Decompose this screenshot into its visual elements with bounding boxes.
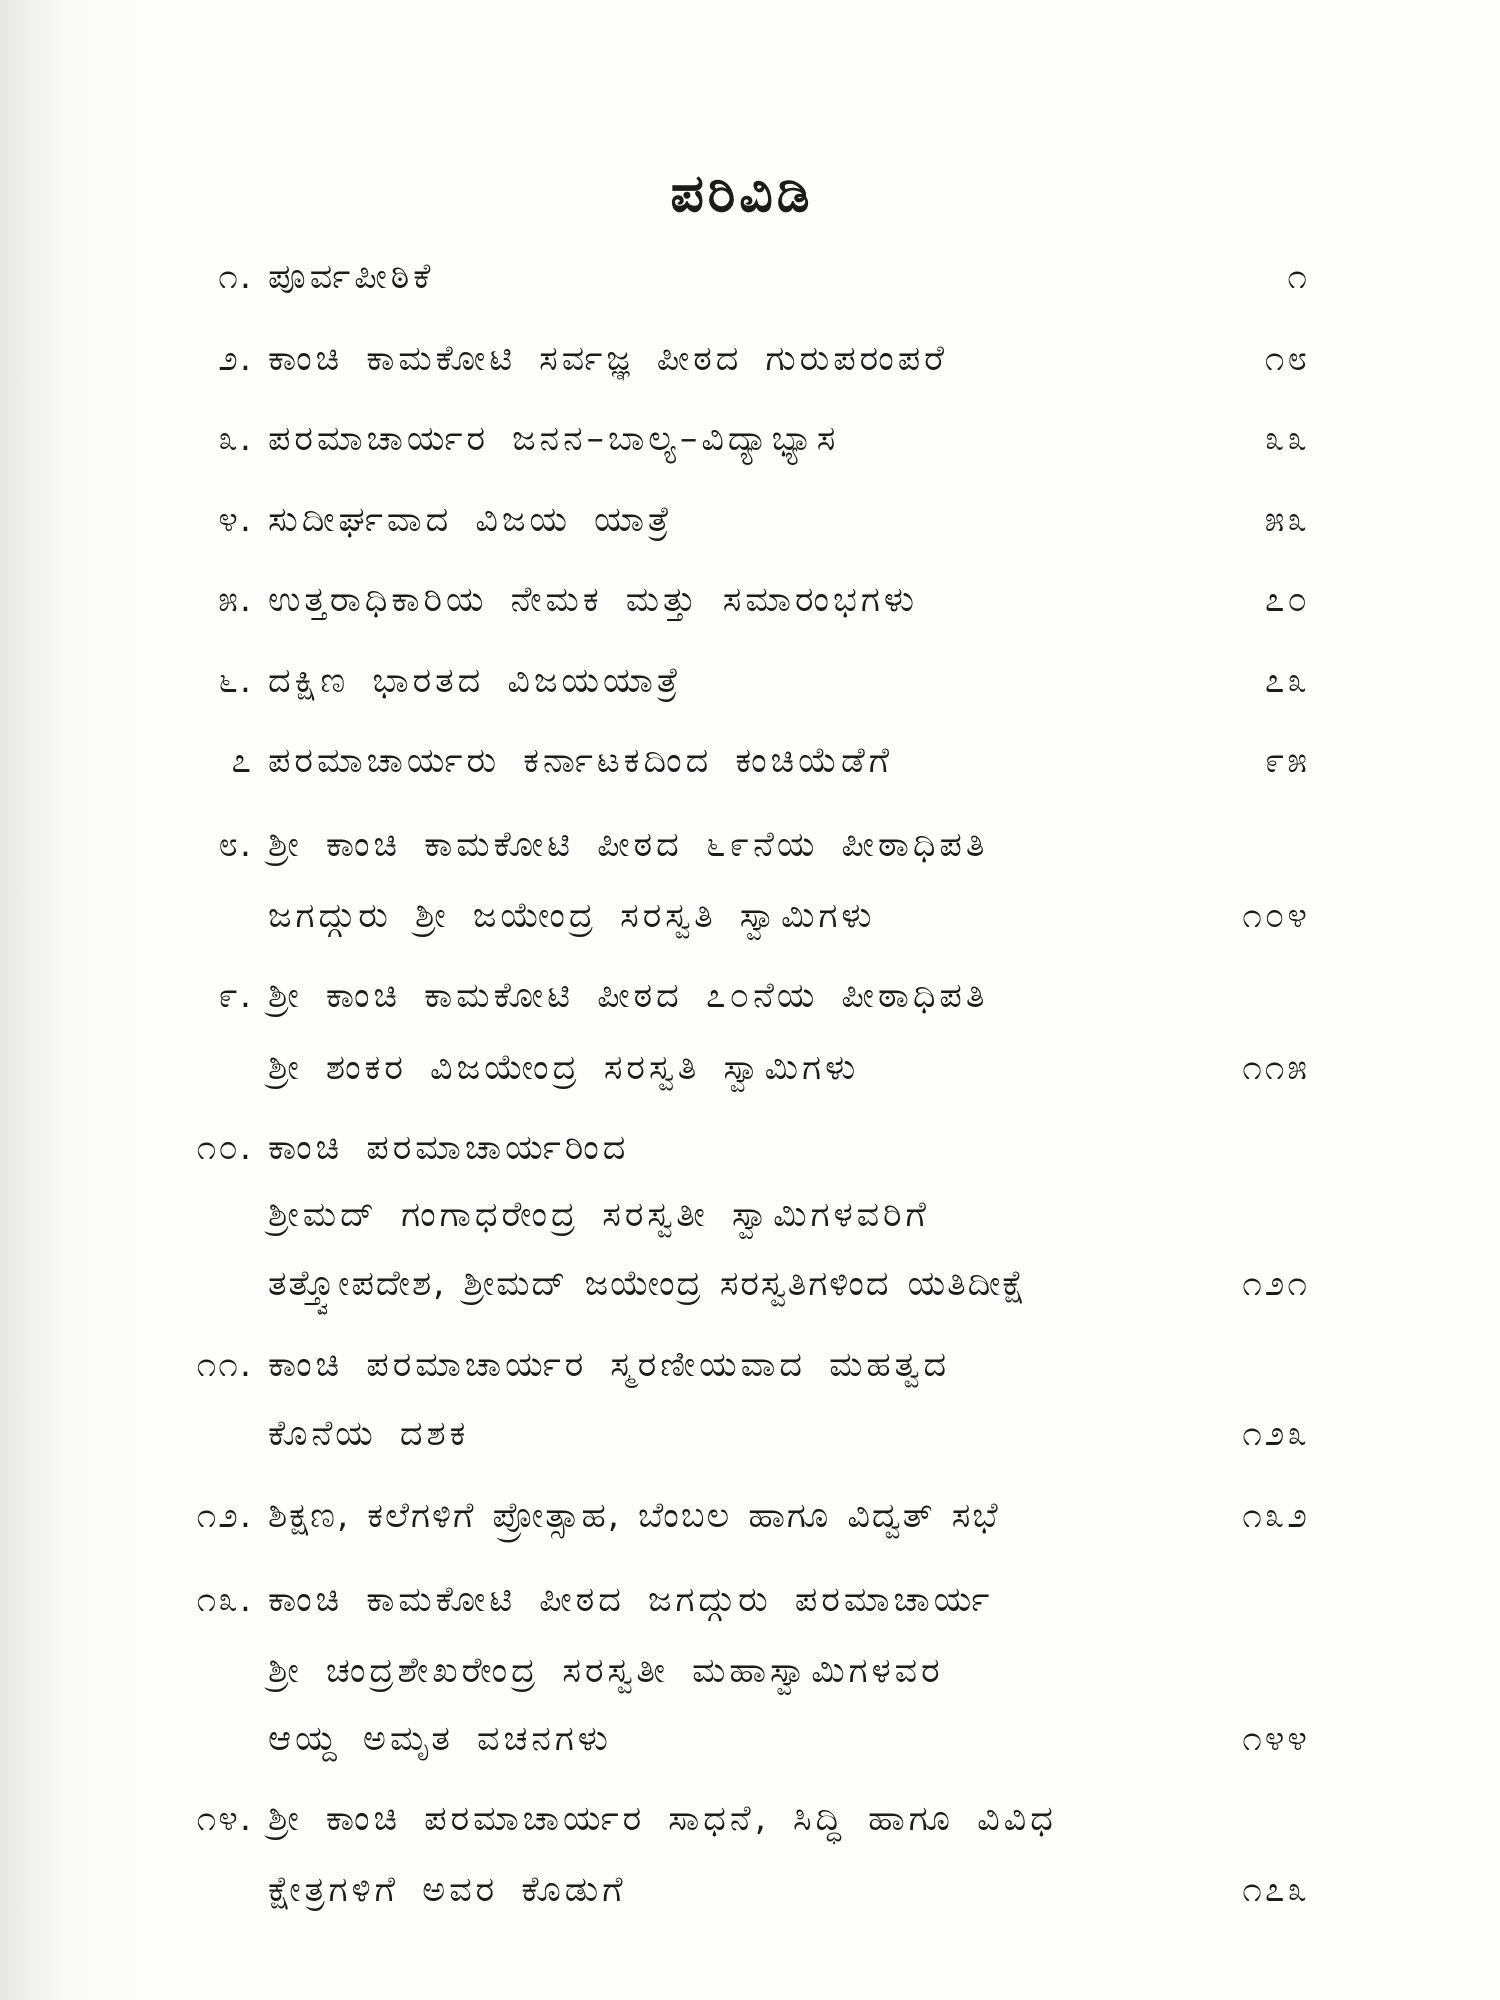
entry-page-number: ೫೩ bbox=[1264, 500, 1310, 540]
entry-number: ೫. bbox=[218, 580, 253, 620]
entry-title-line: ಶ್ರೀ ಕಾಂಚಿ ಪರಮಾಚಾರ್ಯರ ಸಾಧನೆ, ಸಿದ್ಧಿ ಹಾಗೂ ವಿವಿಧ bbox=[268, 1799, 1057, 1839]
entry-title-line: ಕಾಂಚಿ ಪರಮಾಚಾರ್ಯರ ಸ್ಮರಣೀಯವಾದ ಮಹತ್ವದ bbox=[268, 1345, 951, 1385]
entry-page-number: ೯೫ bbox=[1264, 741, 1310, 781]
entry-page-number: ೭೦ bbox=[1264, 580, 1310, 620]
entry-number: ೧೦. bbox=[196, 1128, 253, 1168]
entry-title-line: ಪರಮಾಚಾರ್ಯರು ಕರ್ನಾಟಕದಿಂದ ಕಂಚಿಯೆಡೆಗೆ bbox=[268, 741, 894, 781]
entry-number: ೧೪. bbox=[196, 1799, 253, 1839]
entry-number: ೯. bbox=[218, 976, 253, 1016]
entry-title-line: ಶ್ರೀ ಚಂದ್ರಶೇಖರೇಂದ್ರ ಸರಸ್ವತೀ ಮಹಾಸ್ವಾಮಿಗಳವರ bbox=[268, 1651, 944, 1691]
entry-page-number: ೧೭೩ bbox=[1242, 1870, 1310, 1910]
entry-number: ೪. bbox=[218, 500, 253, 540]
entry-title-line: ಕೊನೆಯ ದಶಕ bbox=[268, 1414, 470, 1454]
entry-page-number: ೧೨೧ bbox=[1242, 1264, 1310, 1304]
entry-title-line: ಉತ್ತರಾಧಿಕಾರಿಯ ನೇಮಕ ಮತ್ತು ಸಮಾರಂಭಗಳು bbox=[268, 580, 918, 620]
entry-title-line: ಶ್ರೀ ಶಂಕರ ವಿಜಯೇಂದ್ರ ಸರಸ್ವತಿ ಸ್ವಾಮಿಗಳು bbox=[268, 1048, 860, 1088]
entry-title-line: ಕಾಂಚಿ ಪರಮಾಚಾರ್ಯರಿಂದ bbox=[268, 1128, 630, 1168]
entry-number: ೭ bbox=[231, 741, 253, 781]
page-title: ಪರಿವಿಡಿ bbox=[670, 164, 814, 224]
entry-number: ೮. bbox=[218, 825, 253, 865]
entry-number: ೧೩. bbox=[196, 1580, 253, 1620]
entry-number: ೨. bbox=[218, 339, 253, 379]
entry-page-number: ೧೪೪ bbox=[1242, 1719, 1310, 1759]
entry-title-line: ಕಾಂಚಿ ಕಾಮಕೋಟಿ ಸರ್ವಜ್ಞ ಪೀಠದ ಗುರುಪರಂಪರೆ bbox=[268, 339, 949, 379]
entry-number: ೩. bbox=[218, 419, 253, 459]
entry-title-line: ಶಿಕ್ಷಣ, ಕಲೆಗಳಿಗೆ ಪ್ರೋತ್ಸಾಹ, ಬೆಂಬಲ ಹಾಗೂ ವಿದ್ವತ್ ಸಭೆ bbox=[268, 1496, 1000, 1536]
entry-title-line: ಶ್ರೀ ಕಾಂಚಿ ಕಾಮಕೋಟಿ ಪೀಠದ ೬೯ನೆಯ ಪೀಠಾಧಿಪತಿ bbox=[268, 825, 989, 865]
entry-title-line: ಶ್ರೀಮದ್ ಗಂಗಾಧರೇಂದ್ರ ಸರಸ್ವತೀ ಸ್ವಾಮಿಗಳವರಿಗೆ bbox=[268, 1195, 930, 1235]
entry-title-line: ಶ್ರೀ ಕಾಂಚಿ ಕಾಮಕೋಟಿ ಪೀಠದ ೭೦ನೆಯ ಪೀಠಾಧಿಪತಿ bbox=[268, 976, 989, 1016]
entry-page-number: ೭೩ bbox=[1264, 661, 1310, 701]
entry-page-number: ೩೩ bbox=[1264, 419, 1310, 459]
entry-title-line: ಆಯ್ದ ಅಮೃತ ವಚನಗಳು bbox=[268, 1719, 612, 1759]
entry-title-line: ಸುದೀರ್ಘವಾದ ವಿಜಯ ಯಾತ್ರೆ bbox=[268, 500, 674, 540]
entry-title-line: ಜಗದ್ಗುರು ಶ್ರೀ ಜಯೇಂದ್ರ ಸರಸ್ವತಿ ಸ್ವಾಮಿಗಳು bbox=[268, 896, 876, 936]
entry-title-line: ಕಾಂಚಿ ಕಾಮಕೋಟಿ ಪೀಠದ ಜಗದ್ಗುರು ಪರಮಾಚಾರ್ಯ bbox=[268, 1580, 994, 1620]
entry-page-number: ೧೨೩ bbox=[1242, 1414, 1310, 1454]
entry-page-number: ೧ bbox=[1287, 257, 1310, 297]
entry-page-number: ೧೮ bbox=[1264, 339, 1310, 379]
entry-number: ೧. bbox=[218, 257, 253, 297]
entry-title-line: ಪೂರ್ವಪೀಠಿಕೆ bbox=[268, 257, 435, 297]
entry-page-number: ೧೦೪ bbox=[1242, 896, 1310, 936]
entry-number: ೧೨. bbox=[196, 1496, 253, 1536]
entry-title-line: ಪರಮಾಚಾರ್ಯರ ಜನನ–ಬಾಲ್ಯ–ವಿದ್ಯಾಭ್ಯಾಸ bbox=[268, 419, 840, 459]
entry-number: ೬. bbox=[218, 661, 253, 701]
entry-title-line: ಕ್ಷೇತ್ರಗಳಿಗೆ ಅವರ ಕೊಡುಗೆ bbox=[268, 1870, 627, 1910]
entry-number: ೧೧. bbox=[196, 1345, 253, 1385]
entry-title-line: ತತ್ತ್ವೋಪದೇಶ, ಶ್ರೀಮದ್ ಜಯೇಂದ್ರ ಸರಸ್ವತಿಗಳಿಂದ ಯತಿದೀಕ್ಷೆ bbox=[268, 1264, 1027, 1304]
entry-page-number: ೧೩೨ bbox=[1242, 1496, 1310, 1536]
entry-title-line: ದಕ್ಷಿಣ ಭಾರತದ ವಿಜಯಯಾತ್ರೆ bbox=[268, 661, 683, 701]
entry-page-number: ೧೧೫ bbox=[1242, 1048, 1310, 1088]
